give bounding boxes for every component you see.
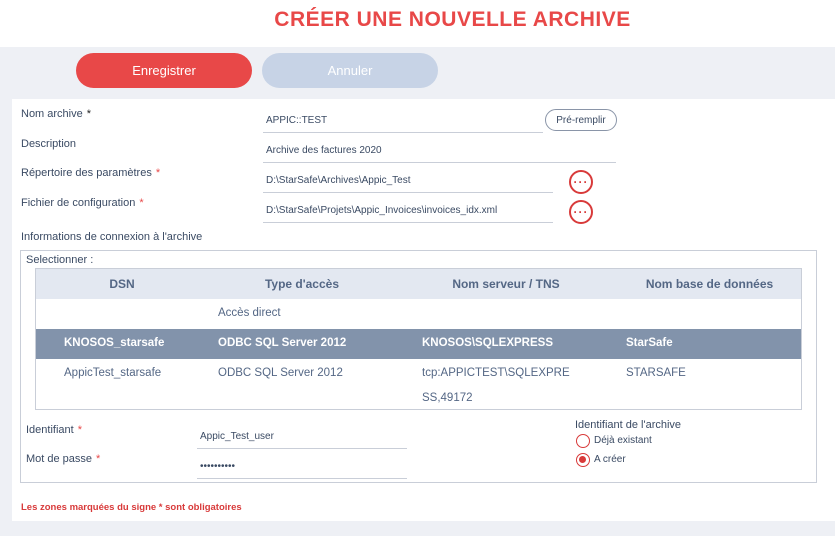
password-field[interactable]: ••••••••••: [197, 455, 407, 479]
required-mark: *: [86, 108, 92, 120]
archive-identifier-label: Identifiant de l'archive: [575, 419, 682, 431]
cell-database: STARSAFE: [626, 367, 686, 379]
config-file-label-text: Fichier de configuration: [21, 197, 136, 209]
column-header-server[interactable]: Nom serveur / TNS: [452, 277, 560, 291]
cell-dsn: KNOSOS_starsafe: [64, 337, 165, 349]
connection-section-label: Informations de connexion à l'archive: [21, 231, 203, 243]
required-fields-note: Les zones marquées du signe * sont obligatoires: [21, 502, 242, 513]
required-mark: *: [96, 453, 101, 465]
browse-params-dir-button[interactable]: [569, 170, 593, 194]
table-row[interactable]: [36, 359, 801, 410]
browse-config-file-button[interactable]: [569, 200, 593, 224]
cell-server-continued: SS,49172: [422, 392, 473, 404]
cell-database: StarSafe: [626, 337, 673, 349]
required-mark: *: [155, 167, 161, 179]
archive-name-field[interactable]: APPIC::TEST: [263, 109, 543, 133]
ellipsis-icon: ···: [573, 205, 589, 219]
column-header-database[interactable]: Nom base de données: [645, 277, 774, 291]
select-label: Selectionner :: [26, 254, 94, 266]
params-dir-label: [21, 167, 160, 179]
page-title: CRÉER UNE NOUVELLE ARCHIVE: [274, 8, 631, 31]
ellipsis-icon: ···: [573, 175, 589, 189]
radio-create-label[interactable]: A créer: [594, 454, 626, 465]
identifier-label-text: Identifiant: [26, 424, 74, 436]
required-mark: *: [139, 197, 144, 209]
save-button[interactable]: Enregistrer: [76, 53, 252, 88]
column-header-access-type[interactable]: Type d'accès: [264, 277, 339, 291]
radio-existing-label[interactable]: Déjà existant: [594, 435, 652, 446]
identifier-field[interactable]: Appic_Test_user: [197, 425, 407, 449]
dsn-table: [35, 268, 802, 410]
cell-access-type: ODBC SQL Server 2012: [218, 337, 347, 349]
archive-name-label: [21, 108, 91, 120]
config-file-field[interactable]: D:\StarSafe\Projets\Appic_Invoices\invoices_idx.xml: [263, 199, 553, 223]
archive-name-label-text: Nom archive: [21, 108, 83, 120]
radio-create[interactable]: [576, 453, 590, 467]
required-mark: *: [77, 424, 82, 436]
column-header-dsn[interactable]: DSN: [109, 277, 135, 291]
table-header: [36, 269, 801, 299]
table-row[interactable]: [36, 299, 801, 329]
params-dir-field[interactable]: D:\StarSafe\Archives\Appic_Test: [263, 169, 553, 193]
table-row-selected[interactable]: [36, 329, 801, 359]
cancel-button[interactable]: Annuler: [262, 53, 438, 88]
cell-server: KNOSOS\SQLEXPRESS: [422, 337, 554, 349]
cell-access-type: Accès direct: [218, 307, 281, 319]
description-field[interactable]: Archive des factures 2020: [263, 139, 616, 163]
password-label: [26, 453, 100, 465]
radio-existing[interactable]: [576, 434, 590, 448]
identifier-label: [26, 424, 82, 436]
params-dir-label-text: Répertoire des paramètres: [21, 167, 152, 179]
cell-server: tcp:APPICTEST\SQLEXPRE: [422, 367, 570, 379]
config-file-label: [21, 197, 144, 209]
cell-dsn: AppicTest_starsafe: [64, 367, 162, 379]
password-label-text: Mot de passe: [26, 453, 93, 465]
cell-access-type: ODBC SQL Server 2012: [218, 367, 343, 379]
description-label: Description: [21, 138, 77, 150]
prefill-button[interactable]: Pré-remplir: [545, 109, 617, 131]
